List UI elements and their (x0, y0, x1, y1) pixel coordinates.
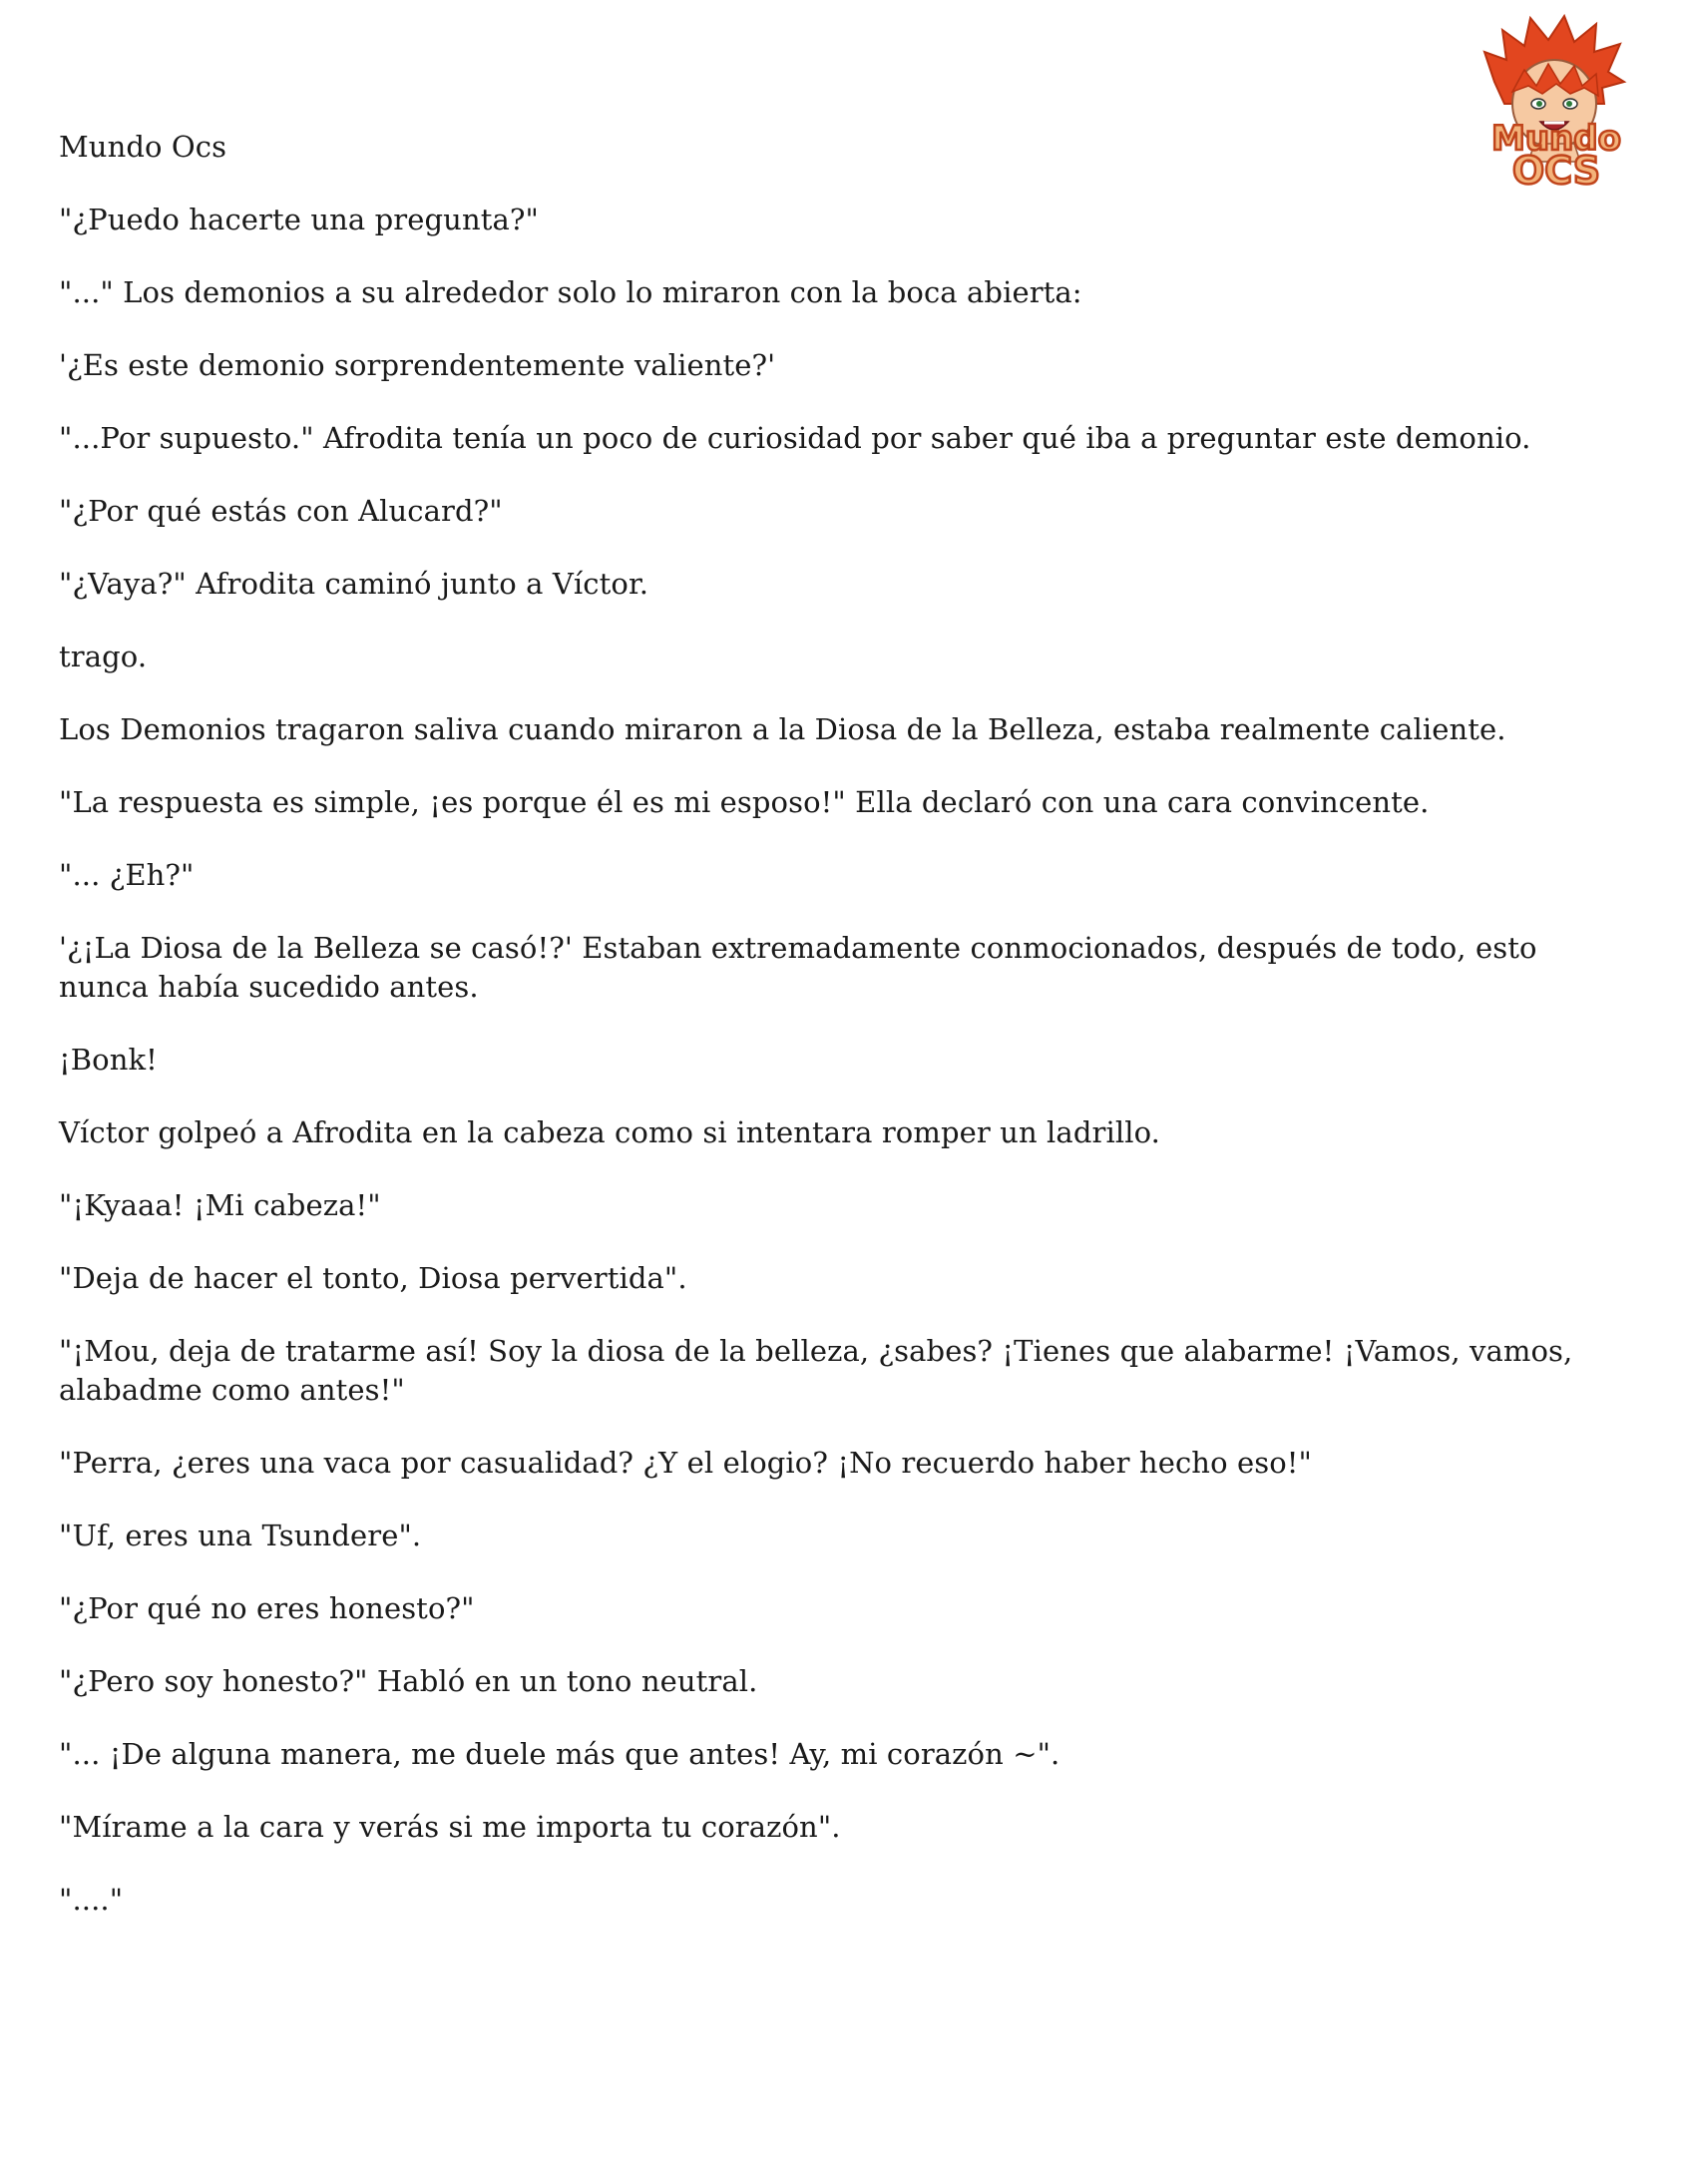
paragraph: "Deja de hacer el tonto, Diosa pervertida". (59, 1261, 687, 1295)
paragraph: "..." Los demonios a su alrededor solo lo miraron con la boca abierta: (59, 275, 1082, 309)
paragraph: "...." (59, 1883, 124, 1917)
paragraph: "¿Puedo hacerte una pregunta?" (59, 203, 539, 236)
paragraph: Los Demonios tragaron saliva cuando miraron a la Diosa de la Belleza, estaba realmente caliente. (59, 712, 1506, 746)
paragraph: "¿Por qué no eres honesto?" (59, 1591, 475, 1625)
paragraph: "Uf, eres una Tsundere". (59, 1519, 422, 1552)
paragraph: "¡Kyaaa! ¡Mi cabeza!" (59, 1188, 381, 1222)
paragraph: "¿Vaya?" Afrodita caminó junto a Víctor. (59, 567, 649, 601)
paragraph: "Perra, ¿eres una vaca por casualidad? ¿Y el elogio? ¡No recuerdo haber hecho eso!" (59, 1446, 1312, 1480)
paragraph: Víctor golpeó a Afrodita en la cabeza como si intentara romper un ladrillo. (59, 1115, 1160, 1149)
paragraph: trago. (59, 640, 148, 673)
paragraph: "Mírame a la cara y verás si me importa tu corazón". (59, 1810, 841, 1844)
paragraph: "¡Mou, deja de tratarme así! Soy la diosa de la belleza, ¿sabes? ¡Tienes que alabarme! ¡Vamos, vamos, alabadme como antes!" (59, 1334, 1573, 1407)
paragraph: Mundo Ocs (59, 130, 227, 164)
paragraph: "¿Por qué estás con Alucard?" (59, 494, 503, 528)
document-body (59, 128, 1635, 1954)
logo-text-line2: OCS (1511, 149, 1601, 188)
paragraph: "... ¡De alguna manera, me duele más que antes! Ay, mi corazón ~". (59, 1737, 1060, 1771)
paragraph: "¿Pero soy honesto?" Habló en un tono neutral. (59, 1664, 758, 1698)
paragraph: "La respuesta es simple, ¡es porque él es mi esposo!" Ella declaró con una cara convincente. (59, 785, 1430, 819)
paragraph: '¿Es este demonio sorprendentemente valiente?' (59, 348, 776, 382)
paragraph: "...Por supuesto." Afrodita tenía un poco de curiosidad por saber qué iba a preguntar este demonio. (59, 421, 1531, 455)
paragraph: '¿¡La Diosa de la Belleza se casó!?' Estaban extremadamente conmocionados, después de todo, esto nunca había sucedido antes. (59, 931, 1537, 1004)
paragraph: "... ¿Eh?" (59, 858, 195, 892)
logo-text-line1: Mundo (1491, 119, 1621, 159)
paragraph: ¡Bonk! (59, 1043, 158, 1077)
